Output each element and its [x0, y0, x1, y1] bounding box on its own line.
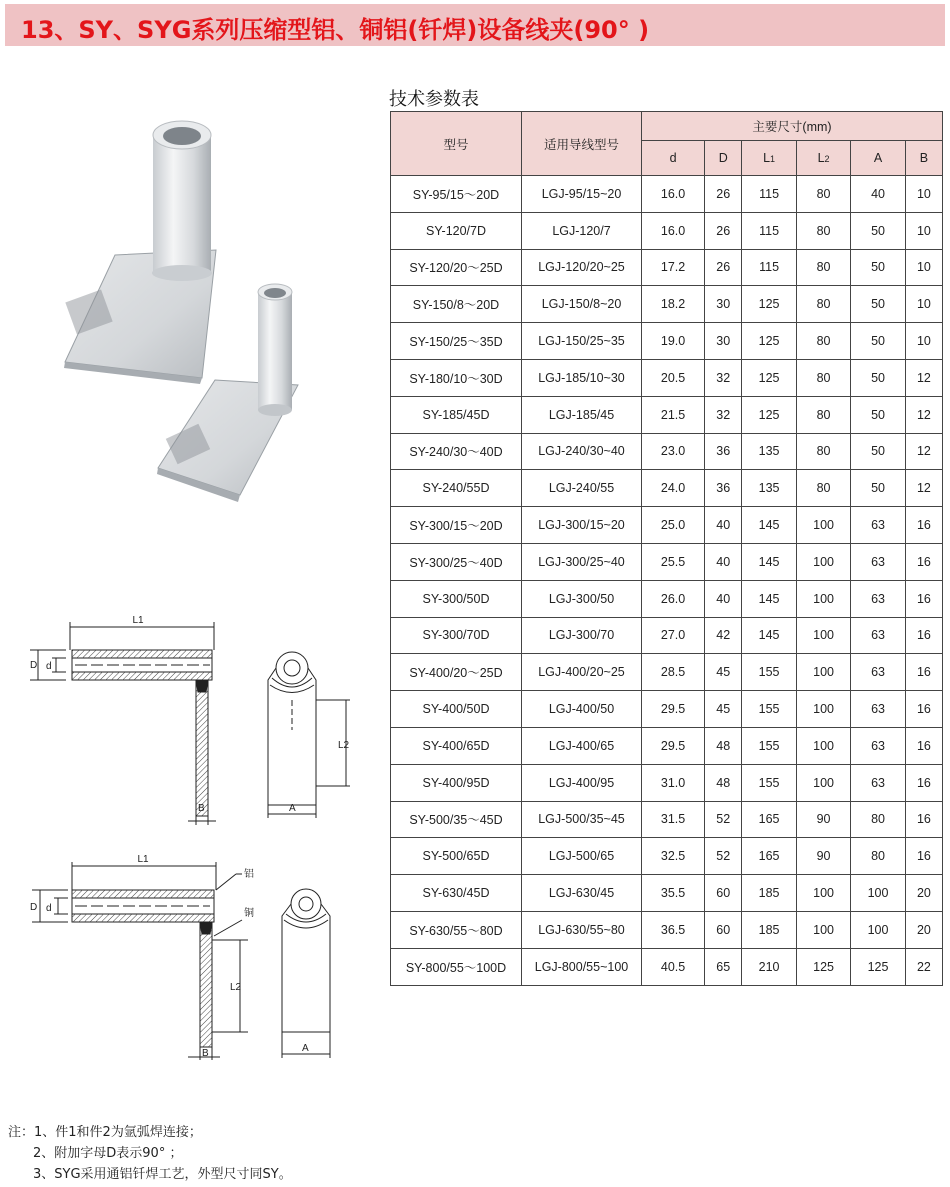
cell-wire: LGJ-150/25~35 — [522, 323, 642, 360]
table-row — [391, 801, 943, 838]
label-copper: 铜 — [244, 908, 254, 919]
cell-dimension: 90 — [796, 801, 850, 838]
cell-model: SY-300/15～20D — [391, 507, 522, 544]
cell-dimension: 45 — [705, 691, 742, 728]
header-A: A — [851, 141, 905, 176]
cell-dimension: 50 — [851, 212, 905, 249]
note-2: 2、附加字母D表示90° ； — [33, 1146, 183, 1161]
cell-dimension: 32 — [705, 396, 742, 433]
cell-dimension: 40 — [705, 580, 742, 617]
cell-wire: LGJ-185/10~30 — [522, 359, 642, 396]
cell-model: SY-300/70D — [391, 617, 522, 654]
cell-dimension: 31.5 — [642, 801, 705, 838]
header-dimensions: 主要尺寸(mm) — [642, 112, 943, 141]
table-row — [391, 617, 943, 654]
label-aluminum: 铝 — [244, 869, 254, 880]
cell-dimension: 80 — [851, 801, 905, 838]
cell-dimension: 50 — [851, 396, 905, 433]
cell-dimension: 155 — [742, 764, 796, 801]
cell-dimension: 42 — [705, 617, 742, 654]
cell-dimension: 100 — [796, 507, 850, 544]
cell-dimension: 100 — [851, 911, 905, 948]
cell-dimension: 16 — [905, 507, 942, 544]
cell-dimension: 12 — [905, 396, 942, 433]
cell-dimension: 52 — [705, 838, 742, 875]
cell-dimension: 100 — [796, 764, 850, 801]
cell-dimension: 63 — [851, 580, 905, 617]
table-row — [391, 323, 943, 360]
label-l2-bottom: L2 — [230, 982, 242, 993]
header-B: B — [905, 141, 942, 176]
table-title: 技术参数表 — [389, 89, 479, 110]
cell-dimension: 135 — [742, 433, 796, 470]
title-banner — [5, 4, 945, 46]
cell-dimension: 31.0 — [642, 764, 705, 801]
label-d-bottom: d — [46, 903, 52, 914]
cell-dimension: 20 — [905, 875, 942, 912]
cell-dimension: 63 — [851, 764, 905, 801]
cell-dimension: 145 — [742, 617, 796, 654]
cell-dimension: 16 — [905, 617, 942, 654]
spec-table — [390, 111, 943, 986]
cell-dimension: 27.0 — [642, 617, 705, 654]
table-row — [391, 249, 943, 286]
cell-dimension: 35.5 — [642, 875, 705, 912]
cell-dimension: 10 — [905, 286, 942, 323]
cell-dimension: 100 — [796, 654, 850, 691]
cell-wire: LGJ-240/55 — [522, 470, 642, 507]
cell-dimension: 145 — [742, 543, 796, 580]
cell-dimension: 60 — [705, 911, 742, 948]
table-row — [391, 875, 943, 912]
label-A-bottom: A — [302, 1043, 309, 1054]
cell-dimension: 125 — [742, 323, 796, 360]
table-row — [391, 654, 943, 691]
cell-dimension: 21.5 — [642, 396, 705, 433]
cell-model: SY-95/15～20D — [391, 176, 522, 213]
clamp-large-image — [64, 121, 216, 384]
cell-dimension: 155 — [742, 654, 796, 691]
cell-model: SY-500/65D — [391, 838, 522, 875]
cell-dimension: 17.2 — [642, 249, 705, 286]
cell-dimension: 12 — [905, 359, 942, 396]
cell-dimension: 29.5 — [642, 691, 705, 728]
spec-table-body — [391, 176, 943, 986]
cell-wire: LGJ-630/55~80 — [522, 911, 642, 948]
cell-dimension: 40.5 — [642, 948, 705, 985]
cell-dimension: 100 — [796, 691, 850, 728]
cell-dimension: 48 — [705, 764, 742, 801]
cell-dimension: 40 — [851, 176, 905, 213]
cell-dimension: 23.0 — [642, 433, 705, 470]
cell-dimension: 28.5 — [642, 654, 705, 691]
label-D-top: D — [30, 660, 38, 671]
end-view-2 — [282, 889, 330, 1058]
cell-dimension: 210 — [742, 948, 796, 985]
cell-model: SY-400/50D — [391, 691, 522, 728]
cell-dimension: 52 — [705, 801, 742, 838]
label-A-top: A — [289, 803, 296, 814]
cell-dimension: 20 — [905, 911, 942, 948]
cell-dimension: 80 — [796, 176, 850, 213]
cell-wire: LGJ-400/95 — [522, 764, 642, 801]
table-row — [391, 543, 943, 580]
cell-dimension: 18.2 — [642, 286, 705, 323]
cell-dimension: 80 — [851, 838, 905, 875]
table-row — [391, 396, 943, 433]
cell-dimension: 145 — [742, 507, 796, 544]
cell-dimension: 50 — [851, 470, 905, 507]
note-3: 3、SYG采用通铝钎焊工艺，外型尺寸同SY。 — [33, 1167, 292, 1182]
cell-dimension: 32 — [705, 359, 742, 396]
label-l1-bottom: L1 — [137, 854, 149, 865]
cell-dimension: 25.5 — [642, 543, 705, 580]
cell-wire: LGJ-120/7 — [522, 212, 642, 249]
cell-dimension: 10 — [905, 212, 942, 249]
cell-model: SY-240/55D — [391, 470, 522, 507]
cell-dimension: 36.5 — [642, 911, 705, 948]
cell-dimension: 36 — [705, 433, 742, 470]
side-view-1 — [30, 622, 216, 825]
cell-dimension: 25.0 — [642, 507, 705, 544]
cell-dimension: 30 — [705, 323, 742, 360]
cell-wire: LGJ-240/30~40 — [522, 433, 642, 470]
cell-wire: LGJ-300/25~40 — [522, 543, 642, 580]
cell-model: SY-120/20～25D — [391, 249, 522, 286]
cell-dimension: 80 — [796, 470, 850, 507]
cell-dimension: 12 — [905, 433, 942, 470]
cell-wire: LGJ-150/8~20 — [522, 286, 642, 323]
cell-dimension: 63 — [851, 691, 905, 728]
cell-wire: LGJ-500/35~45 — [522, 801, 642, 838]
cell-dimension: 165 — [742, 801, 796, 838]
cell-model: SY-150/25～35D — [391, 323, 522, 360]
label-l1-top: L1 — [132, 615, 144, 626]
cell-dimension: 90 — [796, 838, 850, 875]
end-view-1 — [268, 652, 350, 818]
cell-dimension: 10 — [905, 323, 942, 360]
cell-dimension: 50 — [851, 249, 905, 286]
cell-wire: LGJ-400/50 — [522, 691, 642, 728]
cell-dimension: 24.0 — [642, 470, 705, 507]
header-model: 型号 — [391, 112, 522, 176]
cell-dimension: 100 — [796, 617, 850, 654]
cell-dimension: 40 — [705, 507, 742, 544]
cell-dimension: 60 — [705, 875, 742, 912]
cell-dimension: 16 — [905, 727, 942, 764]
table-row — [391, 838, 943, 875]
cell-dimension: 16.0 — [642, 212, 705, 249]
cell-dimension: 100 — [796, 727, 850, 764]
page-title: 13、SY、SYG系列压缩型铝、铜铝(钎焊)设备线夹(90° ) — [21, 16, 650, 44]
label-l2-top: L2 — [338, 740, 350, 751]
cell-dimension: 80 — [796, 212, 850, 249]
cell-dimension: 155 — [742, 727, 796, 764]
table-row — [391, 470, 943, 507]
cell-dimension: 48 — [705, 727, 742, 764]
cell-wire: LGJ-300/50 — [522, 580, 642, 617]
side-view-2 — [32, 862, 248, 1060]
cell-dimension: 36 — [705, 470, 742, 507]
technical-drawings — [10, 600, 360, 1070]
label-d-top: d — [46, 661, 52, 672]
cell-dimension: 63 — [851, 654, 905, 691]
cell-wire: LGJ-95/15~20 — [522, 176, 642, 213]
cell-dimension: 80 — [796, 323, 850, 360]
notes — [8, 1122, 292, 1185]
cell-dimension: 26 — [705, 176, 742, 213]
cell-dimension: 80 — [796, 396, 850, 433]
cell-dimension: 30 — [705, 286, 742, 323]
label-D-bottom: D — [30, 902, 38, 913]
cell-dimension: 115 — [742, 176, 796, 213]
cell-dimension: 63 — [851, 507, 905, 544]
table-row — [391, 359, 943, 396]
cell-dimension: 100 — [796, 875, 850, 912]
cell-dimension: 165 — [742, 838, 796, 875]
cell-dimension: 63 — [851, 727, 905, 764]
cell-model: SY-120/7D — [391, 212, 522, 249]
cell-wire: LGJ-300/15~20 — [522, 507, 642, 544]
cell-dimension: 16 — [905, 654, 942, 691]
cell-wire: LGJ-630/45 — [522, 875, 642, 912]
table-row — [391, 948, 943, 985]
cell-dimension: 20.5 — [642, 359, 705, 396]
note-1: 注：1、件1和件2为氩弧焊连接； — [8, 1125, 202, 1140]
cell-model: SY-630/55～80D — [391, 911, 522, 948]
cell-dimension: 65 — [705, 948, 742, 985]
table-row — [391, 911, 943, 948]
header-D: D — [705, 141, 742, 176]
cell-wire: LGJ-400/20~25 — [522, 654, 642, 691]
cell-dimension: 125 — [742, 286, 796, 323]
cell-dimension: 16 — [905, 543, 942, 580]
cell-dimension: 50 — [851, 286, 905, 323]
cell-dimension: 80 — [796, 249, 850, 286]
cell-model: SY-150/8～20D — [391, 286, 522, 323]
cell-dimension: 16 — [905, 764, 942, 801]
header-wire: 适用导线型号 — [522, 112, 642, 176]
table-row — [391, 580, 943, 617]
cell-dimension: 185 — [742, 911, 796, 948]
cell-wire: LGJ-300/70 — [522, 617, 642, 654]
cell-dimension: 100 — [796, 911, 850, 948]
cell-dimension: 135 — [742, 470, 796, 507]
cell-model: SY-240/30～40D — [391, 433, 522, 470]
cell-dimension: 125 — [742, 359, 796, 396]
table-row — [391, 691, 943, 728]
cell-dimension: 16 — [905, 801, 942, 838]
cell-model: SY-300/25～40D — [391, 543, 522, 580]
cell-dimension: 50 — [851, 433, 905, 470]
cell-wire: LGJ-500/65 — [522, 838, 642, 875]
cell-dimension: 155 — [742, 691, 796, 728]
cell-dimension: 100 — [851, 875, 905, 912]
cell-dimension: 16.0 — [642, 176, 705, 213]
cell-dimension: 63 — [851, 543, 905, 580]
cell-dimension: 32.5 — [642, 838, 705, 875]
cell-dimension: 100 — [796, 543, 850, 580]
cell-model: SY-500/35～45D — [391, 801, 522, 838]
cell-wire: LGJ-400/65 — [522, 727, 642, 764]
cell-dimension: 80 — [796, 286, 850, 323]
table-row — [391, 176, 943, 213]
table-row — [391, 433, 943, 470]
cell-dimension: 115 — [742, 249, 796, 286]
table-row — [391, 764, 943, 801]
cell-dimension: 50 — [851, 323, 905, 360]
cell-model: SY-300/50D — [391, 580, 522, 617]
header-L2: L2 — [796, 141, 850, 176]
cell-dimension: 45 — [705, 654, 742, 691]
cell-dimension: 26.0 — [642, 580, 705, 617]
cell-wire: LGJ-120/20~25 — [522, 249, 642, 286]
cell-dimension: 19.0 — [642, 323, 705, 360]
cell-dimension: 100 — [796, 580, 850, 617]
cell-model: SY-185/45D — [391, 396, 522, 433]
table-row — [391, 212, 943, 249]
cell-dimension: 80 — [796, 433, 850, 470]
cell-dimension: 16 — [905, 580, 942, 617]
cell-dimension: 145 — [742, 580, 796, 617]
cell-dimension: 125 — [796, 948, 850, 985]
label-B-top: B — [198, 803, 205, 814]
cell-dimension: 63 — [851, 617, 905, 654]
cell-dimension: 125 — [742, 396, 796, 433]
cell-model: SY-400/20～25D — [391, 654, 522, 691]
cell-dimension: 12 — [905, 470, 942, 507]
cell-dimension: 115 — [742, 212, 796, 249]
product-photo — [50, 110, 310, 530]
cell-dimension: 80 — [796, 359, 850, 396]
cell-model: SY-400/65D — [391, 727, 522, 764]
cell-wire: LGJ-800/55~100 — [522, 948, 642, 985]
cell-dimension: 50 — [851, 359, 905, 396]
cell-dimension: 125 — [851, 948, 905, 985]
cell-dimension: 10 — [905, 176, 942, 213]
header-d: d — [642, 141, 705, 176]
cell-dimension: 29.5 — [642, 727, 705, 764]
cell-dimension: 22 — [905, 948, 942, 985]
cell-dimension: 16 — [905, 838, 942, 875]
cell-dimension: 10 — [905, 249, 942, 286]
cell-wire: LGJ-185/45 — [522, 396, 642, 433]
cell-model: SY-180/10～30D — [391, 359, 522, 396]
cell-model: SY-800/55～100D — [391, 948, 522, 985]
cell-dimension: 185 — [742, 875, 796, 912]
cell-dimension: 26 — [705, 249, 742, 286]
cell-dimension: 26 — [705, 212, 742, 249]
cell-model: SY-400/95D — [391, 764, 522, 801]
cell-model: SY-630/45D — [391, 875, 522, 912]
header-L1: L1 — [742, 141, 796, 176]
table-row — [391, 727, 943, 764]
label-B-bottom: B — [202, 1048, 209, 1059]
cell-dimension: 40 — [705, 543, 742, 580]
cell-dimension: 16 — [905, 691, 942, 728]
table-row — [391, 507, 943, 544]
table-row — [391, 286, 943, 323]
